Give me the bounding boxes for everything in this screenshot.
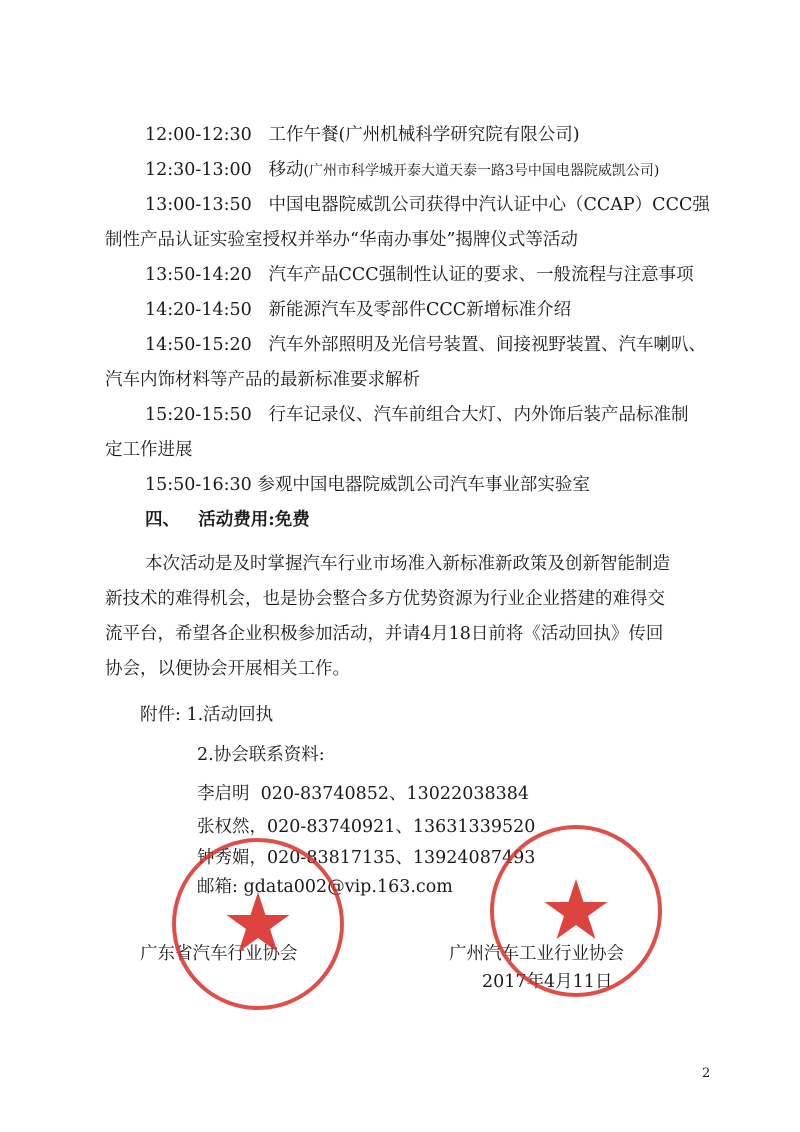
paragraph-line: 协会，以便协会开展相关工作。: [105, 659, 350, 679]
schedule-text: 移动: [268, 160, 304, 180]
schedule-continuation: 制性产品认证实验室授权并举办“华南办事处”揭牌仪式等活动: [105, 230, 578, 250]
schedule-time: 12:00-12:30: [145, 125, 252, 145]
paragraph-line: 本次活动是及时掌握汽车行业市场准入新标准新政策及创新智能制造: [145, 554, 670, 574]
schedule-row: [145, 193, 710, 217]
signature-right: 广州汽车工业行业协会: [449, 944, 624, 964]
star-icon: [545, 879, 608, 939]
contact-name: 张权然，: [197, 817, 267, 837]
signature-left: 广东省汽车行业协会: [140, 944, 298, 964]
section-number: 四、: [145, 510, 180, 530]
schedule-row: [145, 263, 694, 287]
attachment-label: 附件:: [140, 705, 181, 725]
contact-phones: 020-83740852、13022038384: [260, 784, 530, 804]
schedule-time: 12:30-13:00: [145, 160, 252, 180]
contact-name: 钟秀媚，: [197, 848, 267, 868]
schedule-row: [145, 123, 580, 147]
contact-name: 李启明: [197, 784, 250, 804]
attachment-item: 1.活动回执: [186, 705, 274, 725]
schedule-time: 15:50-16:30: [145, 475, 252, 495]
schedule-text: 工作午餐(广州机械科学研究院有限公司): [268, 125, 580, 145]
schedule-row: [145, 403, 688, 427]
schedule-note: (广州市科学城开泰大道天泰一路3号中国电器院威凯公司): [303, 163, 660, 179]
schedule-time: 14:20-14:50: [145, 300, 252, 320]
schedule-time: 13:50-14:20: [145, 265, 252, 285]
schedule-row: [145, 158, 659, 183]
paragraph-line: 流平台，希望各企业积极参加活动，并请4月18日前将《活动回执》传回: [105, 624, 664, 644]
schedule-continuation: 定工作进展: [105, 440, 193, 460]
attachment-item: 2.协会联系资料:: [197, 745, 325, 765]
schedule-row: [145, 333, 706, 357]
schedule-text: 汽车外部照明及光信号装置、间接视野装置、汽车喇叭、: [268, 335, 706, 355]
contact-phones: 020-83740921、13631339520: [267, 817, 536, 837]
document-date: 2017年4月11日: [482, 972, 613, 992]
schedule-row: [145, 473, 590, 497]
attachment-line: [140, 703, 273, 727]
schedule-text: 参观中国电器院威凯公司汽车事业部实验室: [257, 475, 590, 495]
schedule-text: 新能源汽车及零部件CCC新增标准介绍: [268, 300, 572, 320]
schedule-time: 15:20-15:50: [145, 405, 252, 425]
section-title: 活动费用:免费: [198, 510, 310, 530]
schedule-time: 14:50-15:20: [145, 335, 252, 355]
schedule-row: [145, 298, 571, 322]
schedule-continuation: 汽车内饰材料等产品的最新标准要求解析: [105, 370, 420, 390]
email-value: gdata002@vip.163.com: [243, 877, 453, 897]
contact-phones: 020-83817135、13924087493: [267, 848, 536, 868]
page-number: 2: [702, 1066, 711, 1081]
schedule-text: 汽车产品CCC强制性认证的要求、一般流程与注意事项: [268, 265, 694, 285]
paragraph-line: 新技术的难得机会，也是协会整合多方优势资源为行业企业搭建的难得交: [105, 589, 665, 609]
email-label: 邮箱:: [197, 877, 238, 897]
left-seal-stamp: [170, 836, 346, 1012]
schedule-time: 13:00-13:50: [145, 195, 252, 215]
schedule-text: 行车记录仪、汽车前组合大灯、内外饰后装产品标准制: [268, 405, 689, 425]
contact-row: [197, 782, 529, 806]
star-icon: [227, 892, 290, 952]
section-heading: [145, 508, 310, 532]
schedule-text: 中国电器院威凯公司获得中汽认证中心（CCAP）CCC强: [268, 195, 710, 215]
right-seal-stamp: [488, 823, 664, 999]
